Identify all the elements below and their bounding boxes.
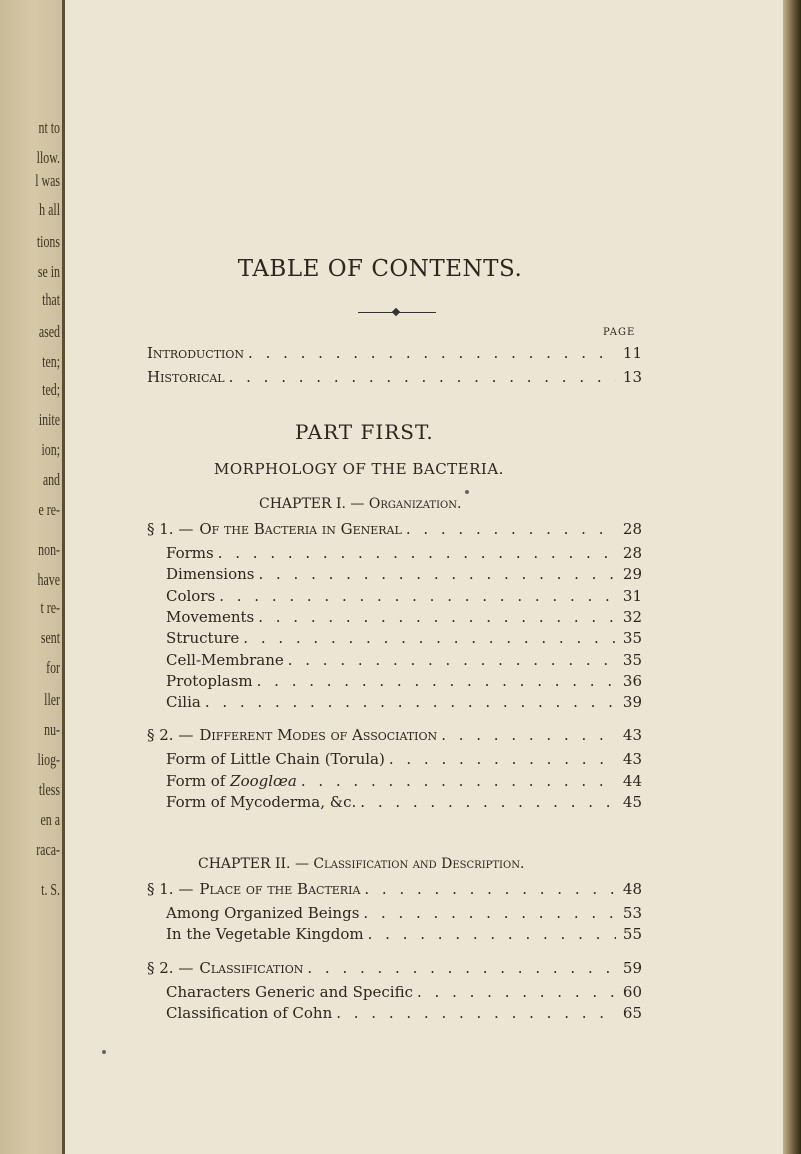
toc-subentry[interactable] [166, 772, 642, 790]
leader-dots [301, 772, 616, 790]
toc-entry-label: Colors [166, 586, 216, 605]
toc-entry-page: 11 [622, 344, 642, 362]
leader-dots [243, 629, 616, 647]
facing-page-text-fragment: nt to [38, 118, 60, 137]
facing-page-text-fragment: have [37, 570, 60, 589]
toc-entry-page: 28 [622, 544, 642, 562]
facing-page-text-fragment: ased [38, 322, 60, 341]
section-chapter1-1[interactable] [147, 520, 642, 538]
toc-entry-label: Place of the Bacteria [199, 880, 361, 898]
toc-entry-label: Among Organized Beings [166, 904, 360, 922]
toc-entry-label [166, 772, 297, 790]
chapter-number: CHAPTER II. — [198, 856, 309, 872]
toc-entry-page: 65 [622, 1003, 642, 1022]
facing-page-text-fragment: nu- [44, 720, 60, 739]
leader-dots [288, 651, 616, 669]
toc-entry-label: Structure [166, 629, 240, 648]
leader-dots [229, 368, 616, 386]
toc-entry-label: In the Vegetable Kingdom [166, 925, 364, 944]
leader-dots [257, 672, 616, 690]
leader-dots [205, 693, 616, 711]
toc-entry-label: Different Modes of Association [199, 726, 438, 745]
toc-entry-page: 31 [622, 586, 642, 605]
page-column-label: PAGE [603, 327, 636, 338]
facing-page-text-fragment: for [46, 658, 60, 677]
facing-page-text-fragment: e re- [38, 500, 60, 519]
leader-dots [258, 565, 616, 583]
section-chapter2-1[interactable] [147, 880, 642, 898]
page-title: TABLE OF CONTENTS. [237, 256, 523, 282]
leader-dots [417, 983, 616, 1001]
toc-subentry[interactable] [166, 1004, 642, 1022]
toc-entry-label: Introduction [147, 344, 245, 362]
toc-subentry[interactable] [166, 608, 642, 626]
facing-page-text-fragment: raca- [36, 840, 60, 859]
toc-subentry[interactable] [166, 544, 642, 562]
leader-dots [363, 904, 616, 922]
leader-dots [336, 1004, 616, 1022]
facing-page-text-fragment: l was [35, 171, 60, 190]
toc-page [65, 0, 783, 1154]
leader-dots [368, 925, 616, 943]
toc-entry-page: 48 [622, 880, 642, 898]
toc-entry-label: Cilia [166, 693, 201, 712]
toc-entry-historical[interactable] [147, 368, 642, 386]
section-number: § 1. — [147, 520, 194, 538]
leader-dots [360, 793, 616, 811]
toc-entry-page: 36 [622, 671, 642, 690]
label-italic: Zooglœa [230, 771, 297, 790]
toc-entry-label: Cell-Membrane [166, 650, 284, 669]
toc-subentry[interactable] [166, 672, 642, 690]
facing-page-text-fragment: inite [38, 410, 60, 429]
leader-dots [389, 750, 616, 768]
toc-entry-page: 53 [622, 904, 642, 922]
toc-entry-page: 55 [622, 925, 642, 944]
part-title: PART FIRST. [295, 420, 434, 444]
toc-entry-page: 60 [622, 982, 642, 1001]
facing-page-text-fragment: ller [44, 690, 60, 709]
facing-page-text-fragment: ten; [42, 352, 60, 371]
toc-entry-label: Dimensions [166, 565, 255, 584]
toc-subentry[interactable] [166, 750, 642, 768]
toc-subentry[interactable] [166, 651, 642, 669]
toc-entry-page: 35 [622, 629, 642, 648]
toc-entry-label: Movements [166, 607, 255, 626]
chapter-1-heading [259, 496, 461, 512]
title-ornament [358, 312, 436, 313]
toc-subentry[interactable] [166, 587, 642, 605]
facing-page-text-fragment: non- [38, 540, 60, 559]
section-chapter1-2[interactable] [147, 726, 642, 744]
facing-page-text-fragment: tions [36, 232, 60, 251]
label-prefix: Form of [166, 771, 231, 790]
toc-entry-label: Protoplasm [166, 671, 253, 690]
facing-page-text-fragment: liog- [37, 750, 60, 769]
toc-entry-label: Classification of Cohn [166, 1003, 333, 1022]
section-chapter2-2[interactable] [147, 959, 642, 977]
facing-page-text-fragment: llow. [36, 148, 60, 167]
facing-page-text-fragment: that [42, 290, 60, 309]
section-number: § 1. — [147, 880, 194, 898]
leader-dots [364, 880, 616, 898]
toc-entry-page: 59 [622, 958, 642, 977]
toc-entry-page: 32 [622, 607, 642, 626]
toc-subentry[interactable] [166, 793, 642, 811]
toc-entry-label: Form of Mycoderma, &c. [166, 793, 357, 811]
toc-entry-page: 43 [622, 750, 642, 769]
toc-entry-page: 43 [622, 726, 642, 745]
facing-page-text-fragment: sent [40, 628, 60, 647]
toc-subentry[interactable] [166, 629, 642, 647]
toc-entry-page: 28 [622, 520, 642, 538]
leader-dots [406, 520, 616, 538]
facing-page-text-fragment: h all [39, 200, 60, 219]
leader-dots [218, 544, 616, 562]
facing-page-text-fragment: ion; [41, 440, 60, 459]
leader-dots [219, 587, 616, 605]
facing-page-text-fragment: ted; [42, 380, 60, 399]
toc-subentry[interactable] [166, 904, 642, 922]
toc-entry-page: 13 [622, 368, 642, 386]
toc-entry-label: Historical [147, 368, 225, 386]
right-page-edge [783, 0, 801, 1154]
toc-subentry[interactable] [166, 565, 642, 583]
section-number: § 2. — [147, 726, 194, 745]
chapter-name: Organization. [368, 496, 462, 512]
toc-entry-page: 29 [622, 565, 642, 584]
toc-subentry[interactable] [166, 983, 642, 1001]
chapter-name: Classification and Description. [313, 856, 525, 872]
leader-dots [258, 608, 616, 626]
toc-entry-page: 44 [622, 771, 642, 790]
toc-entry-label: Characters Generic and Specific [166, 982, 414, 1001]
facing-page-text-fragment: en a [40, 810, 60, 829]
toc-subentry[interactable] [166, 925, 642, 943]
facing-page-text-fragment: se in [37, 262, 60, 281]
toc-entry-label: Form of Little Chain (Torula) [166, 750, 385, 769]
toc-entry-page: 35 [622, 650, 642, 669]
leader-dots [441, 726, 616, 744]
toc-entry-label: Forms [166, 544, 214, 562]
toc-entry-page: 39 [622, 693, 642, 712]
facing-page-edge [0, 0, 62, 1154]
chapter-2-heading [198, 856, 524, 872]
toc-entry-introduction[interactable] [147, 344, 642, 362]
chapter-number: CHAPTER I. — [259, 496, 365, 512]
leader-dots [307, 959, 616, 977]
toc-entry-label: Classification [199, 958, 304, 977]
section-number: § 2. — [147, 958, 194, 977]
leader-dots [248, 344, 616, 362]
ink-speck [102, 1050, 106, 1054]
facing-page-text-fragment: tless [38, 780, 60, 799]
ink-speck [465, 490, 469, 494]
toc-entry-page: 45 [622, 793, 642, 811]
toc-subentry[interactable] [166, 693, 642, 711]
facing-page-text-fragment: t. S. [41, 880, 60, 899]
facing-page-text-fragment: and [42, 470, 60, 489]
toc-entry-label: Of the Bacteria in General [199, 520, 402, 538]
facing-page-text-fragment: t re- [40, 598, 60, 617]
part-subtitle: MORPHOLOGY OF THE BACTERIA. [214, 460, 504, 478]
